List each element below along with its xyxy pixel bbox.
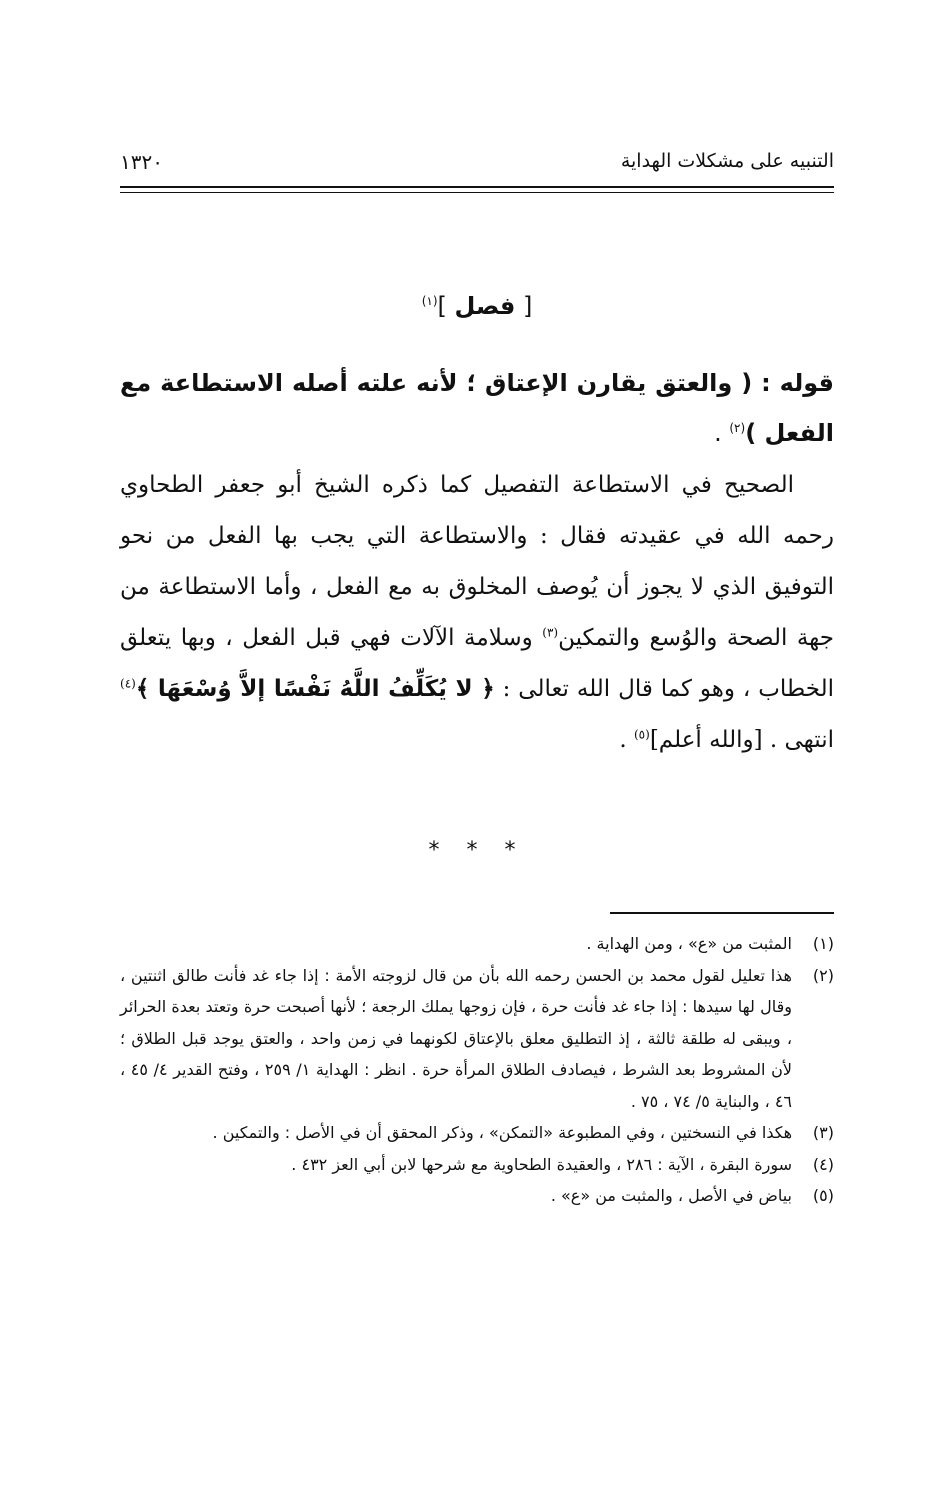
footnote-item <box>120 1149 834 1181</box>
footnote-ref-3: (٣) <box>542 625 559 640</box>
heading-bracket-open: [ <box>515 292 533 320</box>
body-part-1: الصحيح في الاستطاعة التفصيل كما ذكره الشيخ أبو جعفر الطحاوي رحمه الله في عقيدته فقال : والاستطاعة التي يجب بها الفعل من نحو التوفيق الذي لا يجوز أن يُوصف المخلوق به مع الفعل ، وأما الاستطاعة من جهة الصحة والوُسع والتمكين <box>120 472 834 651</box>
footnote-text: سورة البقرة ، الآية : ٢٨٦ ، والعقيدة الطحاوية مع شرحها لابن أبي العز ٤٣٢ . <box>291 1154 792 1174</box>
footnote-ref-2: (٢) <box>729 421 746 435</box>
quoted-matn <box>120 358 834 458</box>
quote-lead: قوله : <box>752 369 835 397</box>
footnote-item <box>120 960 834 1118</box>
footnote-number: (٥) <box>812 1186 834 1205</box>
section-separator: * * * <box>428 838 526 863</box>
footnote-text: بياض في الأصل ، والمثبت من «ع» . <box>550 1186 792 1205</box>
footnote-number: (١) <box>812 934 834 953</box>
quote-text: ( والعتق يقارن الإعتاق ؛ لأنه علته أصله الاستطاعة مع الفعل ) <box>120 369 834 447</box>
footnote-item <box>120 1117 834 1149</box>
section-heading <box>120 292 834 320</box>
footnote-text: هكذا في النسختين ، وفي المطبوعة «التمكن» ، وذكر المحقق أن في الأصل : والتمكين . <box>212 1123 792 1142</box>
footnote-text: هذا تعليل لقول محمد بن الحسن رحمه الله بأن من قال لزوجته الأمة : إذا جاء غد فأنت طالق اثنتين ، وقال لها سيدها : إذا جاء غد فأنت حرة ، فإن زوجها يملك الرجعة ؛ لأنها أصبحت حرة وتعتد بعدة الحرائر ، ويبقى له طلقة ثالثة ، إذ التطليق معلق بالإعتاق لكونهما في زمن واحد ، والعتق يوجد قبل الطلاق ؛ لأن المشروط بعد الشرط ، فيصادف الطلاق المرأة حرة . انظر : الهداية ١/ ٢٥٩ ، وفتح القدير ٤/ ٤٥ ، ٤٦ ، والبناية ٥/ ٧٤ ، ٧٥ . <box>120 965 792 1111</box>
heading-bracket-close: ] <box>437 292 455 320</box>
footnote-item <box>120 928 834 960</box>
quote-end: . <box>714 419 730 447</box>
book-title: التنبيه على مشكلات الهداية <box>620 150 834 172</box>
footnote-text: المثبت من «ع» ، ومن الهداية . <box>586 934 792 953</box>
body-part-3: انتهى . [والله أعلم] <box>649 727 834 753</box>
footnote-rule <box>610 912 834 914</box>
header-rule-thin <box>120 192 834 193</box>
footnote-number: (٤) <box>812 1154 834 1174</box>
body-part-2: وسلامة الآلات فهي قبل الفعل ، وبها يتعلق الخطاب ، وهو كما قال الله تعالى : <box>120 625 834 702</box>
quran-verse: ﴿ لا يُكَلِّفُ اللَّهُ نَفْسًا إلاَّ وُسْعَهَا ﴾ <box>135 676 495 702</box>
book-page <box>120 0 834 1494</box>
footnote-number: (٢) <box>812 965 834 985</box>
heading-text: فصل <box>454 292 516 320</box>
commentary-paragraph <box>120 460 834 766</box>
footnote-item <box>120 1180 834 1212</box>
footnote-ref-4: (٤) <box>120 676 136 691</box>
body-end: . <box>619 727 634 753</box>
page-number: ١٣٢٠ <box>120 150 163 174</box>
running-header <box>120 150 834 180</box>
header-rule-thick <box>120 186 834 188</box>
footnote-ref-5: (٥) <box>633 727 650 742</box>
footnote-ref-1: (١) <box>421 294 438 308</box>
footnote-number: (٣) <box>812 1123 834 1142</box>
footnotes <box>120 928 834 1212</box>
